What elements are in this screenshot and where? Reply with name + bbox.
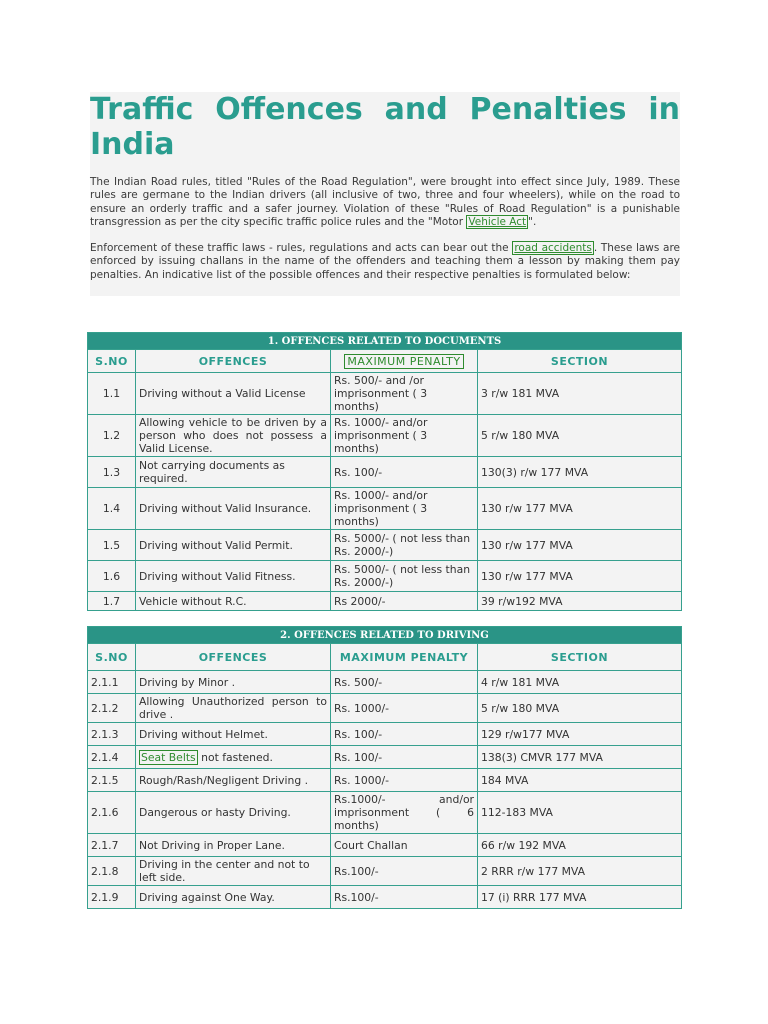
table-row: [88, 671, 682, 694]
column-header-section: SECTION: [478, 644, 682, 671]
cell-offence: Driving by Minor .: [136, 671, 331, 694]
cell-section: 130 r/w 177 MVA: [478, 561, 682, 592]
intro-paragraph-1: [90, 176, 680, 229]
cell-sno: 1.4: [88, 488, 136, 530]
cell-offence: Driving without Valid Insurance.: [136, 488, 331, 530]
intro-paragraph-2-text: Enforcement of these traffic laws - rules, regulations and acts can bear out the: [90, 242, 513, 255]
documents-offences-table: [87, 332, 682, 611]
intro-paragraph-1-end: ".: [528, 215, 537, 228]
cell-offence: Not Driving in Proper Lane.: [136, 834, 331, 857]
cell-sno: 2.1.5: [88, 769, 136, 792]
cell-offence-rest: not fastened.: [197, 750, 273, 764]
vehicle-act-link[interactable]: Vehicle Act: [468, 215, 527, 228]
table-row: [88, 694, 682, 723]
cell-sno: 2.1.3: [88, 723, 136, 746]
cell-penalty: Rs. 1000/- and/or imprisonment ( 3 months): [331, 488, 478, 530]
column-header-max-penalty: [331, 350, 478, 373]
cell-offence: Allowing Unauthorized person to drive .: [136, 694, 331, 723]
cell-penalty: Rs. 1000/- and/or imprisonment ( 3 months): [331, 415, 478, 457]
table-row: [88, 373, 682, 415]
cell-offence: Driving without Valid Fitness.: [136, 561, 331, 592]
cell-section: 5 r/w 180 MVA: [478, 694, 682, 723]
cell-penalty: Rs. 1000/-: [331, 694, 478, 723]
cell-section: 129 r/w177 MVA: [478, 723, 682, 746]
cell-section: 17 (i) RRR 177 MVA: [478, 886, 682, 909]
cell-offence: Driving without Helmet.: [136, 723, 331, 746]
intro-paragraph-1-text: The Indian Road rules, titled "Rules of the Road Regulation", were brought into effect since July, 1989. These rules are germane to the Indian drivers (all inclusive of two, three and four wheelers), while on the road to ensure an orderly traffic and a safer journey. Violation of these "Rules of Road Regulation" is a punishable transgression as per the city specific traffic police rules and the "Motor: [90, 176, 680, 228]
intro-paragraph-2-end: . These laws are enforced by issuing challans in the name of the offenders and teaching them a lesson by making them pay penalties. An indicative list of the possible offences and their respective penalties is formulated below:: [90, 242, 680, 281]
cell-penalty: Rs 2000/-: [331, 592, 478, 611]
cell-offence: Allowing vehicle to be driven by a person who does not possess a Valid License.: [136, 415, 331, 457]
cell-penalty: Rs.100/-: [331, 886, 478, 909]
cell-penalty: Rs.100/-: [331, 857, 478, 886]
cell-penalty: Rs. 5000/- ( not less than Rs. 2000/-): [331, 561, 478, 592]
cell-penalty: Rs. 500/-: [331, 671, 478, 694]
cell-penalty: Rs. 100/-: [331, 746, 478, 769]
cell-section: 184 MVA: [478, 769, 682, 792]
table-row: [88, 415, 682, 457]
cell-offence: Vehicle without R.C.: [136, 592, 331, 611]
cell-offence: Driving without Valid Permit.: [136, 530, 331, 561]
cell-offence: Driving in the center and not to left side.: [136, 857, 331, 886]
table-caption: 1. OFFENCES RELATED TO DOCUMENTS: [88, 333, 682, 350]
table-row: [88, 769, 682, 792]
cell-penalty: Rs. 5000/- ( not less than Rs. 2000/-): [331, 530, 478, 561]
cell-section: 112-183 MVA: [478, 792, 682, 834]
driving-offences-table: [87, 626, 682, 909]
table-row: [88, 834, 682, 857]
cell-offence: Dangerous or hasty Driving.: [136, 792, 331, 834]
table-row: [88, 561, 682, 592]
cell-sno: 1.1: [88, 373, 136, 415]
cell-sno: 1.6: [88, 561, 136, 592]
cell-penalty: Rs. 100/-: [331, 723, 478, 746]
cell-section: 130(3) r/w 177 MVA: [478, 457, 682, 488]
cell-sno: 2.1.8: [88, 857, 136, 886]
cell-sno: 2.1.6: [88, 792, 136, 834]
cell-sno: 2.1.1: [88, 671, 136, 694]
column-header-sno: S.NO: [88, 644, 136, 671]
seat-belts-link[interactable]: Seat Belts: [141, 750, 196, 764]
cell-section: 2 RRR r/w 177 MVA: [478, 857, 682, 886]
road-accidents-link[interactable]: road accidents: [514, 242, 592, 255]
column-header-offences: OFFENCES: [136, 644, 331, 671]
column-header-sno: S.NO: [88, 350, 136, 373]
intro-section: [90, 92, 680, 296]
cell-sno: 2.1.2: [88, 694, 136, 723]
cell-penalty: Rs. 500/- and /or imprisonment ( 3 months): [331, 373, 478, 415]
page-title: Traffic Offences and Penalties in India: [90, 92, 680, 162]
cell-sno: 2.1.9: [88, 886, 136, 909]
column-header-max-penalty: MAXIMUM PENALTY: [331, 644, 478, 671]
table-row: [88, 746, 682, 769]
cell-section: 5 r/w 180 MVA: [478, 415, 682, 457]
column-header-section: SECTION: [478, 350, 682, 373]
table-row: [88, 457, 682, 488]
table-row: [88, 530, 682, 561]
cell-section: 39 r/w192 MVA: [478, 592, 682, 611]
cell-sno: 1.2: [88, 415, 136, 457]
table-row: [88, 723, 682, 746]
cell-section: 130 r/w 177 MVA: [478, 530, 682, 561]
cell-offence: Not carrying documents as required.: [136, 457, 331, 488]
cell-penalty: Court Challan: [331, 834, 478, 857]
cell-sno: 1.7: [88, 592, 136, 611]
table-caption: 2. OFFENCES RELATED TO DRIVING: [88, 627, 682, 644]
intro-paragraph-2: [90, 242, 680, 282]
table-row: [88, 592, 682, 611]
cell-offence: Rough/Rash/Negligent Driving .: [136, 769, 331, 792]
cell-section: 4 r/w 181 MVA: [478, 671, 682, 694]
table-row: [88, 886, 682, 909]
column-header-offences: OFFENCES: [136, 350, 331, 373]
cell-sno: 2.1.4: [88, 746, 136, 769]
cell-penalty: Rs.1000/- and/or imprisonment ( 6 months): [331, 792, 478, 834]
cell-section: 3 r/w 181 MVA: [478, 373, 682, 415]
cell-penalty: Rs. 100/-: [331, 457, 478, 488]
cell-offence: Driving without a Valid License: [136, 373, 331, 415]
cell-offence: Driving against One Way.: [136, 886, 331, 909]
cell-section: 138(3) CMVR 177 MVA: [478, 746, 682, 769]
cell-sno: 2.1.7: [88, 834, 136, 857]
table-row: [88, 488, 682, 530]
cell-offence: [136, 746, 331, 769]
cell-sno: 1.5: [88, 530, 136, 561]
cell-section: 66 r/w 192 MVA: [478, 834, 682, 857]
cell-penalty: Rs. 1000/-: [331, 769, 478, 792]
table-row: [88, 857, 682, 886]
cell-sno: 1.3: [88, 457, 136, 488]
max-penalty-link[interactable]: MAXIMUM PENALTY: [344, 354, 463, 369]
cell-section: 130 r/w 177 MVA: [478, 488, 682, 530]
table-row: [88, 792, 682, 834]
